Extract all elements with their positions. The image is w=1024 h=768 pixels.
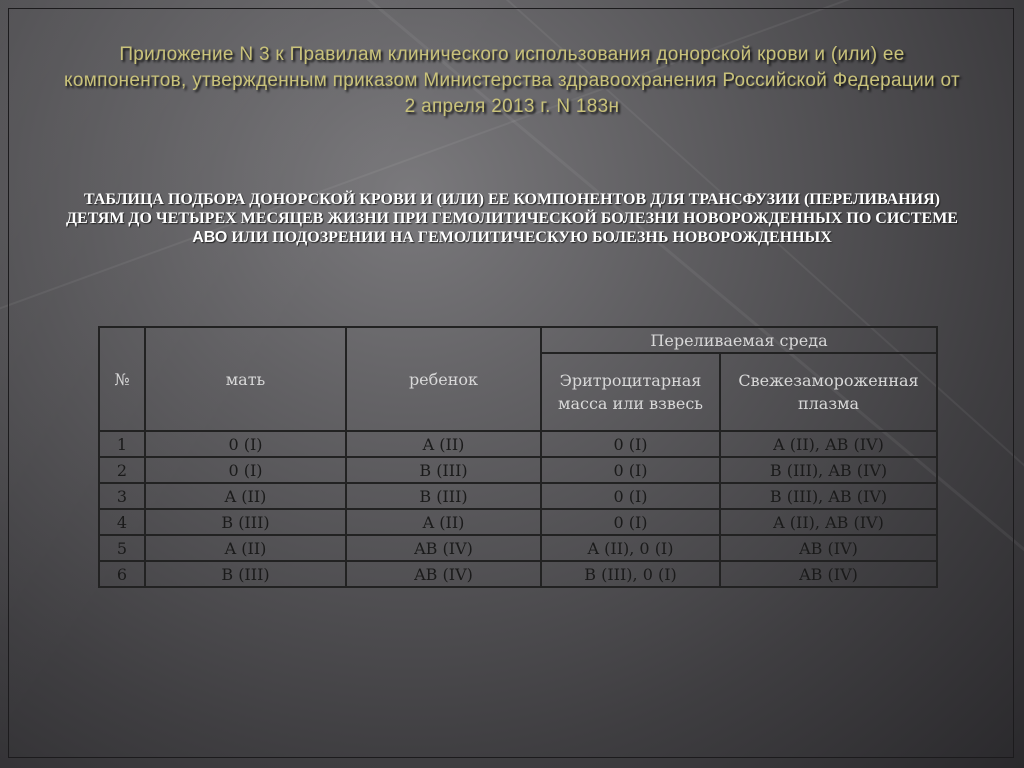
cell-erythrocytes: 0 (I) [541,509,720,535]
header-child: ребенок [346,327,541,431]
cell-mother: A (II) [145,483,346,509]
cell-mother: A (II) [145,535,346,561]
cell-child: AB (IV) [346,535,541,561]
cell-number: 6 [99,561,145,587]
table-row [99,509,937,535]
cell-number: 3 [99,483,145,509]
cell-plasma: A (II), AB (IV) [720,509,937,535]
header-mother: мать [145,327,346,431]
cell-child: A (II) [346,509,541,535]
cell-plasma: A (II), AB (IV) [720,431,937,457]
cell-child: B (III) [346,483,541,509]
cell-plasma: AB (IV) [720,561,937,587]
cell-erythrocytes: 0 (I) [541,483,720,509]
cell-mother: B (III) [145,509,346,535]
table-row [99,457,937,483]
header-transfused-medium: Переливаемая среда [541,327,937,353]
cell-child: B (III) [346,457,541,483]
cell-erythrocytes: 0 (I) [541,457,720,483]
cell-erythrocytes: B (III), 0 (I) [541,561,720,587]
table-caption [60,190,964,247]
table-row [99,431,937,457]
cell-number: 2 [99,457,145,483]
cell-plasma: AB (IV) [720,535,937,561]
cell-number: 4 [99,509,145,535]
cell-erythrocytes: 0 (I) [541,431,720,457]
cell-child: AB (IV) [346,561,541,587]
cell-erythrocytes: A (II), 0 (I) [541,535,720,561]
cell-mother: 0 (I) [145,431,346,457]
header-plasma: Свежезамороженная плазма [720,353,937,431]
cell-number: 5 [99,535,145,561]
blood-selection-table [98,326,938,588]
caption-text-end: ИЛИ ПОДОЗРЕНИИ НА ГЕМОЛИТИЧЕСКУЮ БОЛЕЗНЬ НОВОРОЖДЕННЫХ [227,229,832,246]
slide-title: Приложение N 3 к Правилам клинического использования донорской крови и (или) ее компонентов, утвержденным приказом Министерства здравоохранения Российской Федерации от 2 апреля 2013 г. N 183н [64,44,960,117]
header-number: № [99,327,145,431]
table-row [99,561,937,587]
header-erythrocytes: Эритроцитарная масса или взвесь [541,353,720,431]
cell-plasma: B (III), AB (IV) [720,457,937,483]
cell-number: 1 [99,431,145,457]
caption-text-start: ТАБЛИЦА ПОДБОРА ДОНОРСКОЙ КРОВИ И (ИЛИ) ЕЕ КОМПОНЕНТОВ ДЛЯ ТРАНСФУЗИИ (ПЕРЕЛИВАНИЯ) ДЕТЯМ ДО ЧЕТЫРЕХ МЕСЯЦЕВ ЖИЗНИ ПРИ ГЕМОЛИТИЧЕСКОЙ БОЛЕЗНИ НОВОРОЖДЕННЫХ ПО СИСТЕМЕ [66,191,958,227]
table-row [99,535,937,561]
caption-abo: АВО [192,229,228,246]
cell-plasma: B (III), AB (IV) [720,483,937,509]
cell-mother: B (III) [145,561,346,587]
cell-mother: 0 (I) [145,457,346,483]
table-body [99,431,937,587]
cell-child: A (II) [346,431,541,457]
table-row [99,483,937,509]
